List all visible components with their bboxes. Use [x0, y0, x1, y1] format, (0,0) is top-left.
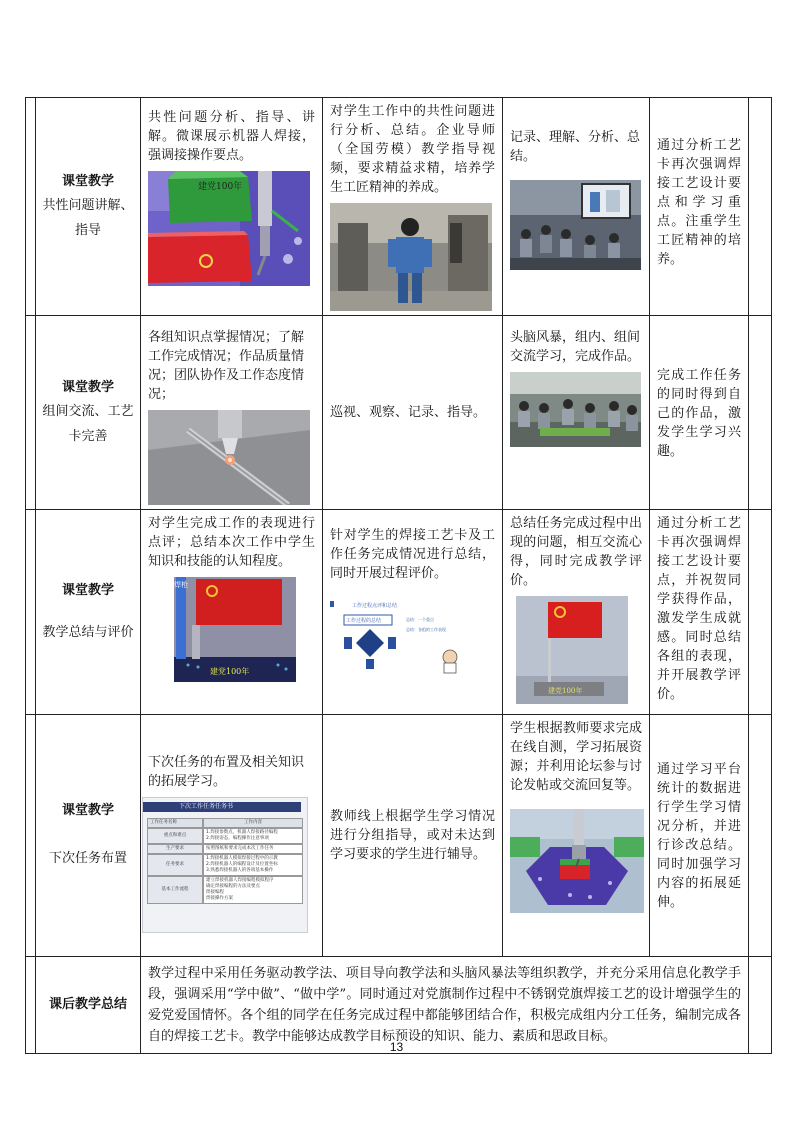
group-discussion-image [510, 372, 641, 447]
table-row [26, 316, 772, 510]
teacher-action-cell [323, 510, 503, 715]
summary-label: 课后教学总结 [48, 997, 127, 1012]
task-sheet-row-content [203, 854, 303, 876]
flag-base-text-2: 建党100年 [548, 687, 583, 695]
task-sheet-row-label: 基本工作流程 [147, 876, 203, 904]
table-row [26, 957, 772, 1054]
table-row [26, 715, 772, 957]
task-sheet-body [147, 828, 303, 904]
robot-welding-image [148, 171, 310, 286]
intent-cell [650, 98, 749, 316]
task-sheet-line: 按照图纸和要求完成本次工作任务 [206, 846, 274, 851]
teacher-content-text: 各组知识点掌握情况；了解工作完成情况；作品质量情况；团队协作及工作态度情况； [148, 330, 305, 402]
gutter-cell [26, 316, 36, 510]
teacher-action-text: 对学生工作中的共性问题进行分析、总结。企业导师（全国劳模）教学指导视频，要求精益求精，培养学生工匠精神的养成。 [330, 104, 495, 195]
student-action-text: 学生根据教师要求完成在线自测，学习拓展资源；并利用论坛参与讨论发帖或交流回复等。 [510, 721, 642, 793]
stage-title: 课堂教学 [61, 803, 114, 818]
task-sheet-line: 3.熟悉焊接机器人的各项基本操作 [206, 868, 274, 873]
task-sheet-row [147, 876, 303, 904]
finished-flag-image [516, 596, 628, 704]
intent-cell [650, 316, 749, 510]
summary-cell [141, 957, 749, 1054]
lesson-plan-table [25, 97, 772, 1054]
classroom-video-image [510, 180, 641, 270]
student-action-cell [503, 98, 650, 316]
task-sheet-row [147, 844, 303, 854]
intent-text: 通过学习平台统计的数据进行学生学习情况分析，并进行诊改总结。同时加强学习内容的拓展延伸。 [657, 761, 741, 910]
task-sheet-row-label: 任务要求 [147, 854, 203, 876]
task-sheet-line: 焊接操作方案 [206, 896, 233, 901]
stage-title: 课堂教学 [61, 582, 114, 598]
student-action-cell [503, 316, 650, 510]
task-sheet-line: 建立焊接机器人焊接编程模拟程序 [206, 878, 274, 883]
task-sheet-line: 1.焊接机器人模拟焊接过程中的示教 [206, 856, 278, 861]
teacher-action-text: 针对学生的焊接工艺卡及工作任务完成情况进行总结，同时开展过程评价。 [330, 528, 495, 581]
teacher-action-text: 巡视、观察、记录、指导。 [330, 405, 487, 420]
stage-title: 课堂教学 [61, 173, 114, 189]
weld-seam-image [148, 410, 310, 505]
task-sheet-row-content [203, 844, 303, 854]
gutter-cell [749, 98, 772, 316]
intent-cell [650, 510, 749, 715]
task-sheet-row-content [203, 876, 303, 904]
intent-text: 通过分析工艺卡再次强调焊接工艺设计要点，并祝贺同学获得作品，激发学生成就感。同时总结各组的表现，并开展教学评价。 [657, 516, 741, 702]
table-row [26, 510, 772, 715]
stage-cell [36, 715, 141, 957]
diagram-right-label-1: 总结：一个重点 [406, 617, 434, 622]
teacher-action-text: 教师线上根据学生学习情况进行分组指导，或对未达到学习要求的学生进行辅导。 [330, 809, 495, 862]
student-action-cell [503, 715, 650, 957]
stage-cell [36, 316, 141, 510]
table-row [26, 98, 772, 316]
teacher-action-cell [323, 98, 503, 316]
intent-text: 完成工作任务的同时得到自己的作品，激发学生学习兴趣。 [657, 368, 741, 459]
task-sheet-line: 确定焊接编程的方法及要点 [206, 884, 260, 889]
stage-subtitle: 组间交流、工艺卡完善 [42, 403, 134, 444]
stage-cell [36, 510, 141, 715]
diagram-center-label: 工作过程的总结 [346, 618, 382, 624]
task-sheet-line: 2.焊接姿态，编程操作注意事项 [206, 836, 269, 841]
teacher-content-cell [141, 510, 323, 715]
gutter-cell [26, 715, 36, 957]
stage-title: 课堂教学 [61, 379, 114, 395]
task-sheet-row [147, 828, 303, 844]
gutter-cell [26, 98, 36, 316]
green-plate-text: 建党100年 [198, 182, 243, 192]
diagram-title: 工作过程点评和总结 [352, 603, 398, 609]
summary-text: 教学过程中采用任务驱动教学法、项目导向教学法和头脑风暴法等组织教学，并充分采用信息化教学手段，强调采用“学中做”、“做中学”。同时通过对党旗制作过程中不锈钢党旗焊接工艺的设计增强学生的爱党爱国情怀。各个组的同学在任务完成过程中都能够团结合作，积极完成组内分工任务，编制完成各自的焊接工艺卡。教学中能够达成教学目标预设的知识、能力、素质和思政目标。 [148, 966, 741, 1044]
teacher-action-cell [323, 715, 503, 957]
gutter-cell [749, 510, 772, 715]
intent-cell [650, 715, 749, 957]
student-action-text: 总结任务完成过程中出现的问题，相互交流心得，同时完成教学评价。 [510, 516, 642, 588]
gutter-cell [749, 715, 772, 957]
teacher-content-cell [141, 715, 323, 957]
flag-base-text: 建党100年 [210, 667, 250, 676]
task-sheet-row-label: 生产要求 [147, 844, 203, 854]
teacher-content-cell [141, 98, 323, 316]
gutter-cell [749, 957, 772, 1054]
gutter-cell [26, 510, 36, 715]
stage-subtitle: 下次任务布置 [48, 851, 127, 866]
student-action-cell [503, 510, 650, 715]
task-sheet-row-label: 重点和难点 [147, 828, 203, 844]
teacher-content-text: 共性问题分析、指导、讲解。微课展示机器人焊接，强调接操作要点。 [148, 110, 315, 163]
gutter-cell [26, 957, 36, 1054]
task-sheet-line: 1.焊接参数点，机器人焊接路径编程 [206, 830, 278, 835]
task-sheet-header: 下次工作任务任务书 [143, 802, 301, 812]
stage-subtitle: 教学总结与评价 [42, 624, 134, 640]
page-number: 13 [389, 1040, 404, 1054]
student-action-text: 头脑风暴，组内、组间交流学习，完成作品。 [510, 330, 641, 364]
flag-welding-image [174, 577, 296, 682]
teacher-action-cell [323, 316, 503, 510]
summary-label-cell [36, 957, 141, 1054]
stage-subtitle: 共性问题讲解、指导 [42, 197, 134, 238]
task-sheet-col1: 工作任务名称 [147, 818, 203, 828]
diagram-right-label-2: 总结：各组的工作表现 [406, 627, 446, 632]
task-sheet-col2: 工作内容 [203, 818, 303, 828]
flag-pole-label: 焊枪 [174, 581, 188, 589]
task-sheet-line: 焊接编程 [206, 890, 224, 895]
robot-simulation-image [510, 809, 644, 913]
teacher-content-cell [141, 316, 323, 510]
evaluation-diagram-image [330, 599, 466, 677]
task-sheet-row [147, 854, 303, 876]
gutter-cell [749, 316, 772, 510]
task-sheet-row-content [203, 828, 303, 844]
teacher-content-text: 对学生完成工作的表现进行点评；总结本次工作中学生知识和技能的认知程度。 [148, 516, 315, 569]
task-sheet-image [142, 797, 308, 933]
stage-cell [36, 98, 141, 316]
student-action-text: 记录、理解、分析、总结。 [510, 130, 641, 164]
task-sheet-line: 2.焊接机器人的编程设计及位置坐标 [206, 862, 278, 867]
teacher-content-text: 下次任务的布置及相关知识的拓展学习。 [148, 755, 305, 789]
model-worker-video-image [330, 203, 492, 311]
intent-text: 通过分析工艺卡再次强调焊接工艺设计要点和学习重点。注重学生工匠精神的培养。 [657, 138, 741, 267]
